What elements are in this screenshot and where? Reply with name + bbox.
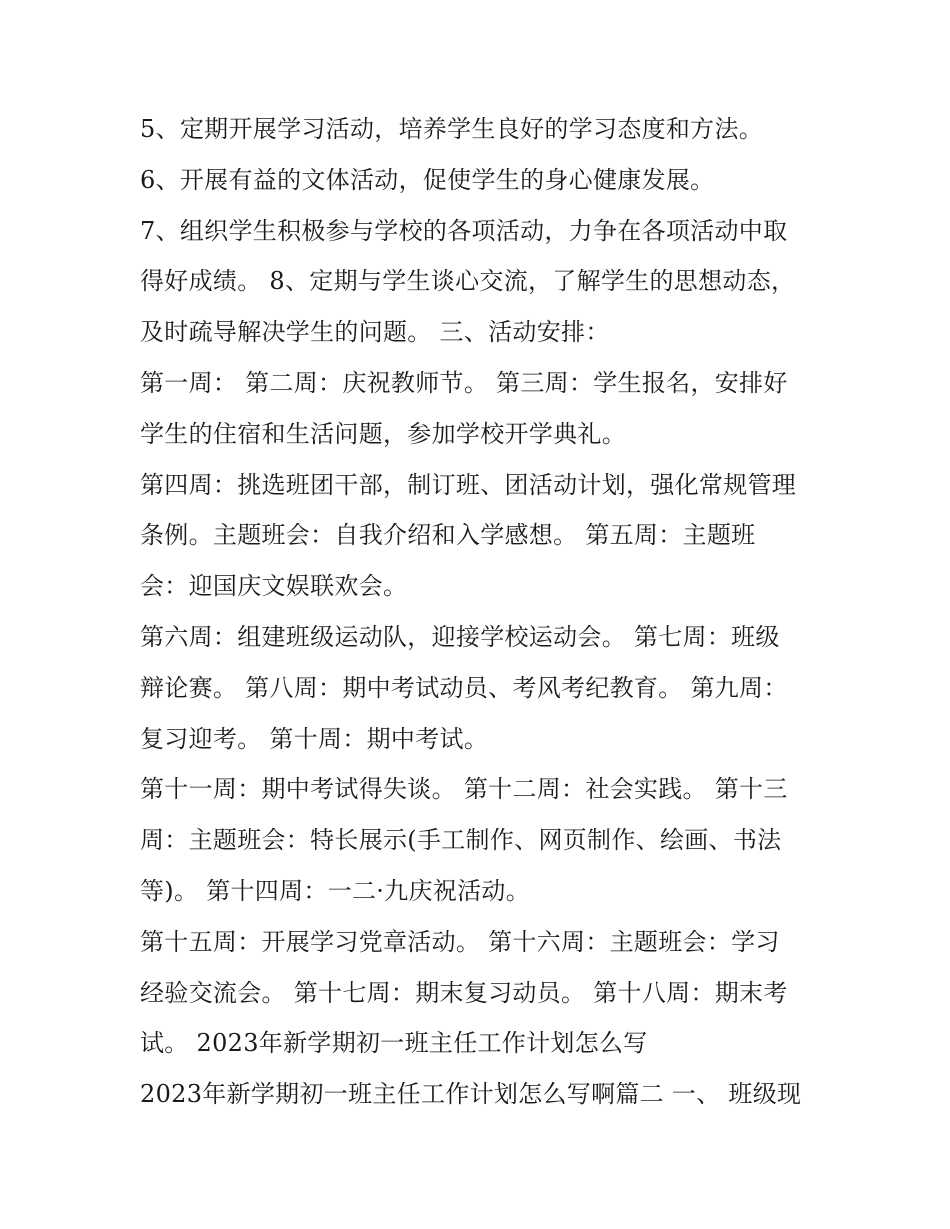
text-line: 辩论赛。 第八周：期中考试动员、考风考纪教育。 第九周： bbox=[140, 673, 788, 702]
text-line: 7、组织学生积极参与学校的各项活动，力争在各项活动中取 bbox=[140, 216, 788, 245]
text-line: 试。 2023年新学期初一班主任工作计划怎么写 bbox=[140, 1029, 648, 1058]
text-line: 周：主题班会：特长展示(手工制作、网页制作、绘画、书法 bbox=[140, 826, 782, 855]
text-line: 第十一周：期中考试得失谈。 第十二周：社会实践。 第十三 bbox=[140, 775, 788, 804]
text-line: 第六周：组建班级运动队，迎接学校运动会。 第七周：班级 bbox=[140, 622, 780, 651]
document-body bbox=[140, 104, 820, 1120]
text-line: 复习迎考。 第十周：期中考试。 bbox=[140, 724, 489, 753]
text-line: 等)。 第十四周：一二·九庆祝活动。 bbox=[140, 876, 531, 905]
text-line: 第一周： 第二周：庆祝教师节。 第三周：学生报名，安排好 bbox=[140, 368, 788, 397]
text-line: 得好成绩。 8、定期与学生谈心交流，了解学生的思想动态， bbox=[140, 267, 796, 296]
text-line: 条例。主题班会：自我介绍和入学感想。 第五周：主题班 bbox=[140, 521, 756, 550]
text-line: 会：迎国庆文娱联欢会。 bbox=[140, 572, 408, 601]
text-line: 6、开展有益的文体活动，促使学生的身心健康发展。 bbox=[140, 165, 715, 194]
text-line: 经验交流会。 第十七周：期末复习动员。 第十八周：期末考 bbox=[140, 978, 788, 1007]
text-line: 5、定期开展学习活动，培养学生良好的学习态度和方法。 bbox=[140, 115, 764, 143]
text-line: 第十五周：开展学习党章活动。 第十六周：主题班会：学习 bbox=[140, 927, 780, 956]
text-line: 第四周：挑选班团干部，制订班、团活动计划，强化常规管理 bbox=[140, 470, 797, 499]
text-line: 2023年新学期初一班主任工作计划怎么写啊篇二 一、 班级现 bbox=[140, 1080, 802, 1109]
text-line: 及时疏导解决学生的问题。 三、活动安排： bbox=[140, 318, 610, 347]
text-line: 学生的住宿和生活问题，参加学校开学典礼。 bbox=[140, 419, 626, 448]
